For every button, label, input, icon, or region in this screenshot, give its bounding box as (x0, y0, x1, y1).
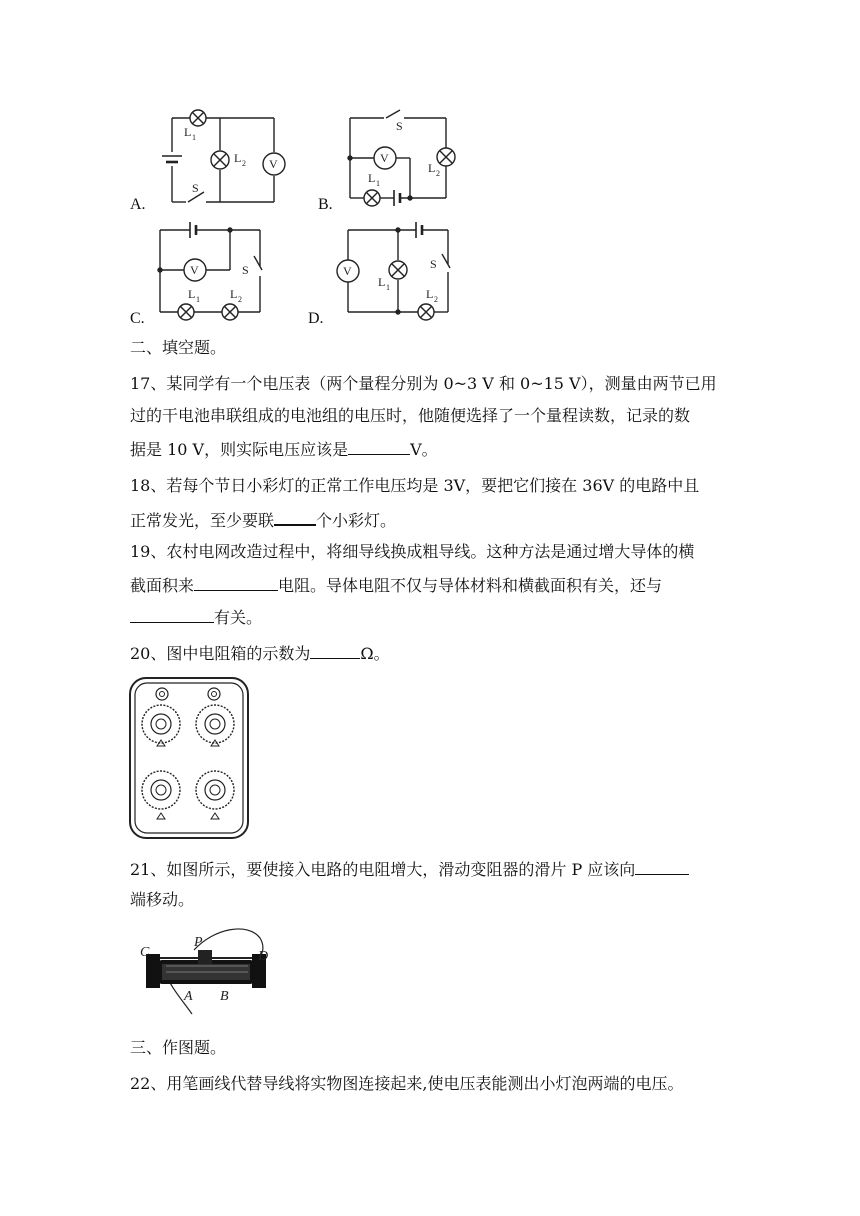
terminal-b-label: B (220, 989, 229, 1004)
q18-line-2 (130, 508, 396, 531)
q17-line-2: 过的干电池串联组成的电池组的电压时，他随便选择了一个量程读数，记录的数 (130, 406, 691, 425)
q19-answer-blank-1[interactable] (194, 574, 278, 591)
lamp-l1-label: L (184, 125, 192, 139)
q17-line-3 (130, 438, 438, 460)
switch-label: S (242, 263, 249, 277)
slider-p-label: P (194, 935, 203, 950)
terminal-d-label: D (258, 949, 269, 964)
q21-text-before-blank: 21、如图所示，要使接入电路的电阻增大，滑动变阻器的滑片 P 应该向 (130, 860, 636, 879)
lamp-l1-label: L (368, 171, 376, 185)
q18-answer-blank[interactable] (274, 508, 316, 526)
q21-line-2: 端移动。 (130, 890, 195, 909)
lamp-l1-icon (389, 261, 407, 279)
switch-label: S (430, 257, 437, 271)
lamp-l2-icon (437, 148, 455, 166)
q20-text-before-blank: 20、图中电阻箱的示数为 (130, 644, 311, 663)
q17-answer-blank[interactable] (348, 438, 410, 455)
option-b-label: B. (318, 196, 333, 213)
q19-line-2 (130, 574, 662, 596)
lamp-l2-subscript: 2 (238, 295, 242, 304)
option-c-label: C. (130, 310, 145, 327)
lamp-l2-subscript: 2 (242, 159, 246, 168)
lamp-l1-subscript: 1 (192, 133, 196, 142)
lamp-l2-label: L (426, 287, 434, 301)
rheostat-figure (136, 922, 276, 1018)
q19-line-3 (130, 606, 262, 628)
lamp-l2-subscript: 2 (436, 169, 440, 178)
switch-label: S (396, 119, 403, 133)
lamp-l1-icon (364, 190, 380, 206)
lamp-l1-icon (178, 304, 194, 320)
terminal-a-label: A (184, 989, 193, 1004)
circuit-diagram-b (340, 100, 470, 210)
q19-text-after-blank-1: 电阻。导体电阻不仅与导体材料和横截面积有关，还与 (278, 576, 663, 595)
q19-text-after-blank-2: 有关。 (214, 608, 263, 627)
lamp-l2-subscript: 2 (434, 295, 438, 304)
lamp-l2-label: L (234, 151, 242, 165)
lamp-l2-label: L (428, 161, 436, 175)
voltmeter-label: V (380, 151, 389, 165)
q19-text-before-blank-1: 截面积来 (130, 576, 195, 595)
section-heading-fill-blank: 二、填空题。 (130, 338, 227, 357)
circuit-diagram-a (150, 100, 290, 210)
resistance-box-figure (128, 676, 250, 840)
switch-label: S (192, 181, 199, 195)
q20-text-after-blank: Ω。 (360, 644, 390, 663)
voltmeter-label: V (343, 264, 352, 278)
option-d-label: D. (308, 310, 324, 327)
lamp-l2-icon (418, 304, 434, 320)
circuit-diagram-d (330, 214, 460, 324)
lamp-l1-subscript: 1 (196, 295, 200, 304)
terminal-c-label: C (140, 945, 150, 960)
lamp-l2-icon (222, 304, 238, 320)
lamp-l1-label: L (188, 287, 196, 301)
q21-line-1 (130, 858, 689, 880)
q19-answer-blank-2[interactable] (130, 606, 214, 623)
lamp-l1-label: L (378, 275, 386, 289)
q18-text-before-blank: 正常发光，至少要联 (130, 511, 275, 530)
q18-line-1: 18、若每个节日小彩灯的正常工作电压均是 3V，要把它们接在 36V 的电路中且 (130, 476, 700, 495)
lamp-l2-label: L (230, 287, 238, 301)
q19-line-1: 19、农村电网改造过程中，将细导线换成粗导线。这种方法是通过增大导体的横 (130, 542, 695, 561)
q17-text-after-blank: V。 (410, 440, 438, 459)
q22-line-1: 22、用笔画线代替导线将实物图连接起来,使电压表能测出小灯泡两端的电压。 (130, 1074, 684, 1093)
q21-answer-blank[interactable] (635, 858, 689, 875)
lamp-l1-icon (190, 110, 206, 126)
option-a-label: A. (130, 196, 146, 213)
q20-answer-blank[interactable] (310, 642, 360, 659)
lamp-l1-subscript: 1 (376, 179, 380, 188)
lamp-l2-icon (211, 151, 229, 169)
circuit-diagram-c (150, 218, 280, 328)
lamp-l1-subscript: 1 (386, 283, 390, 292)
q17-text-before-blank: 据是 10 V，则实际电压应该是 (130, 440, 349, 459)
q20-line-1 (130, 642, 390, 664)
q18-text-after-blank: 个小彩灯。 (316, 511, 397, 530)
section-heading-drawing: 三、作图题。 (130, 1038, 227, 1057)
voltmeter-label: V (190, 263, 199, 277)
q17-line-1: 17、某同学有一个电压表（两个量程分别为 0~3 V 和 0~15 V），测量由两节已用 (130, 374, 717, 393)
voltmeter-label: V (269, 157, 278, 171)
